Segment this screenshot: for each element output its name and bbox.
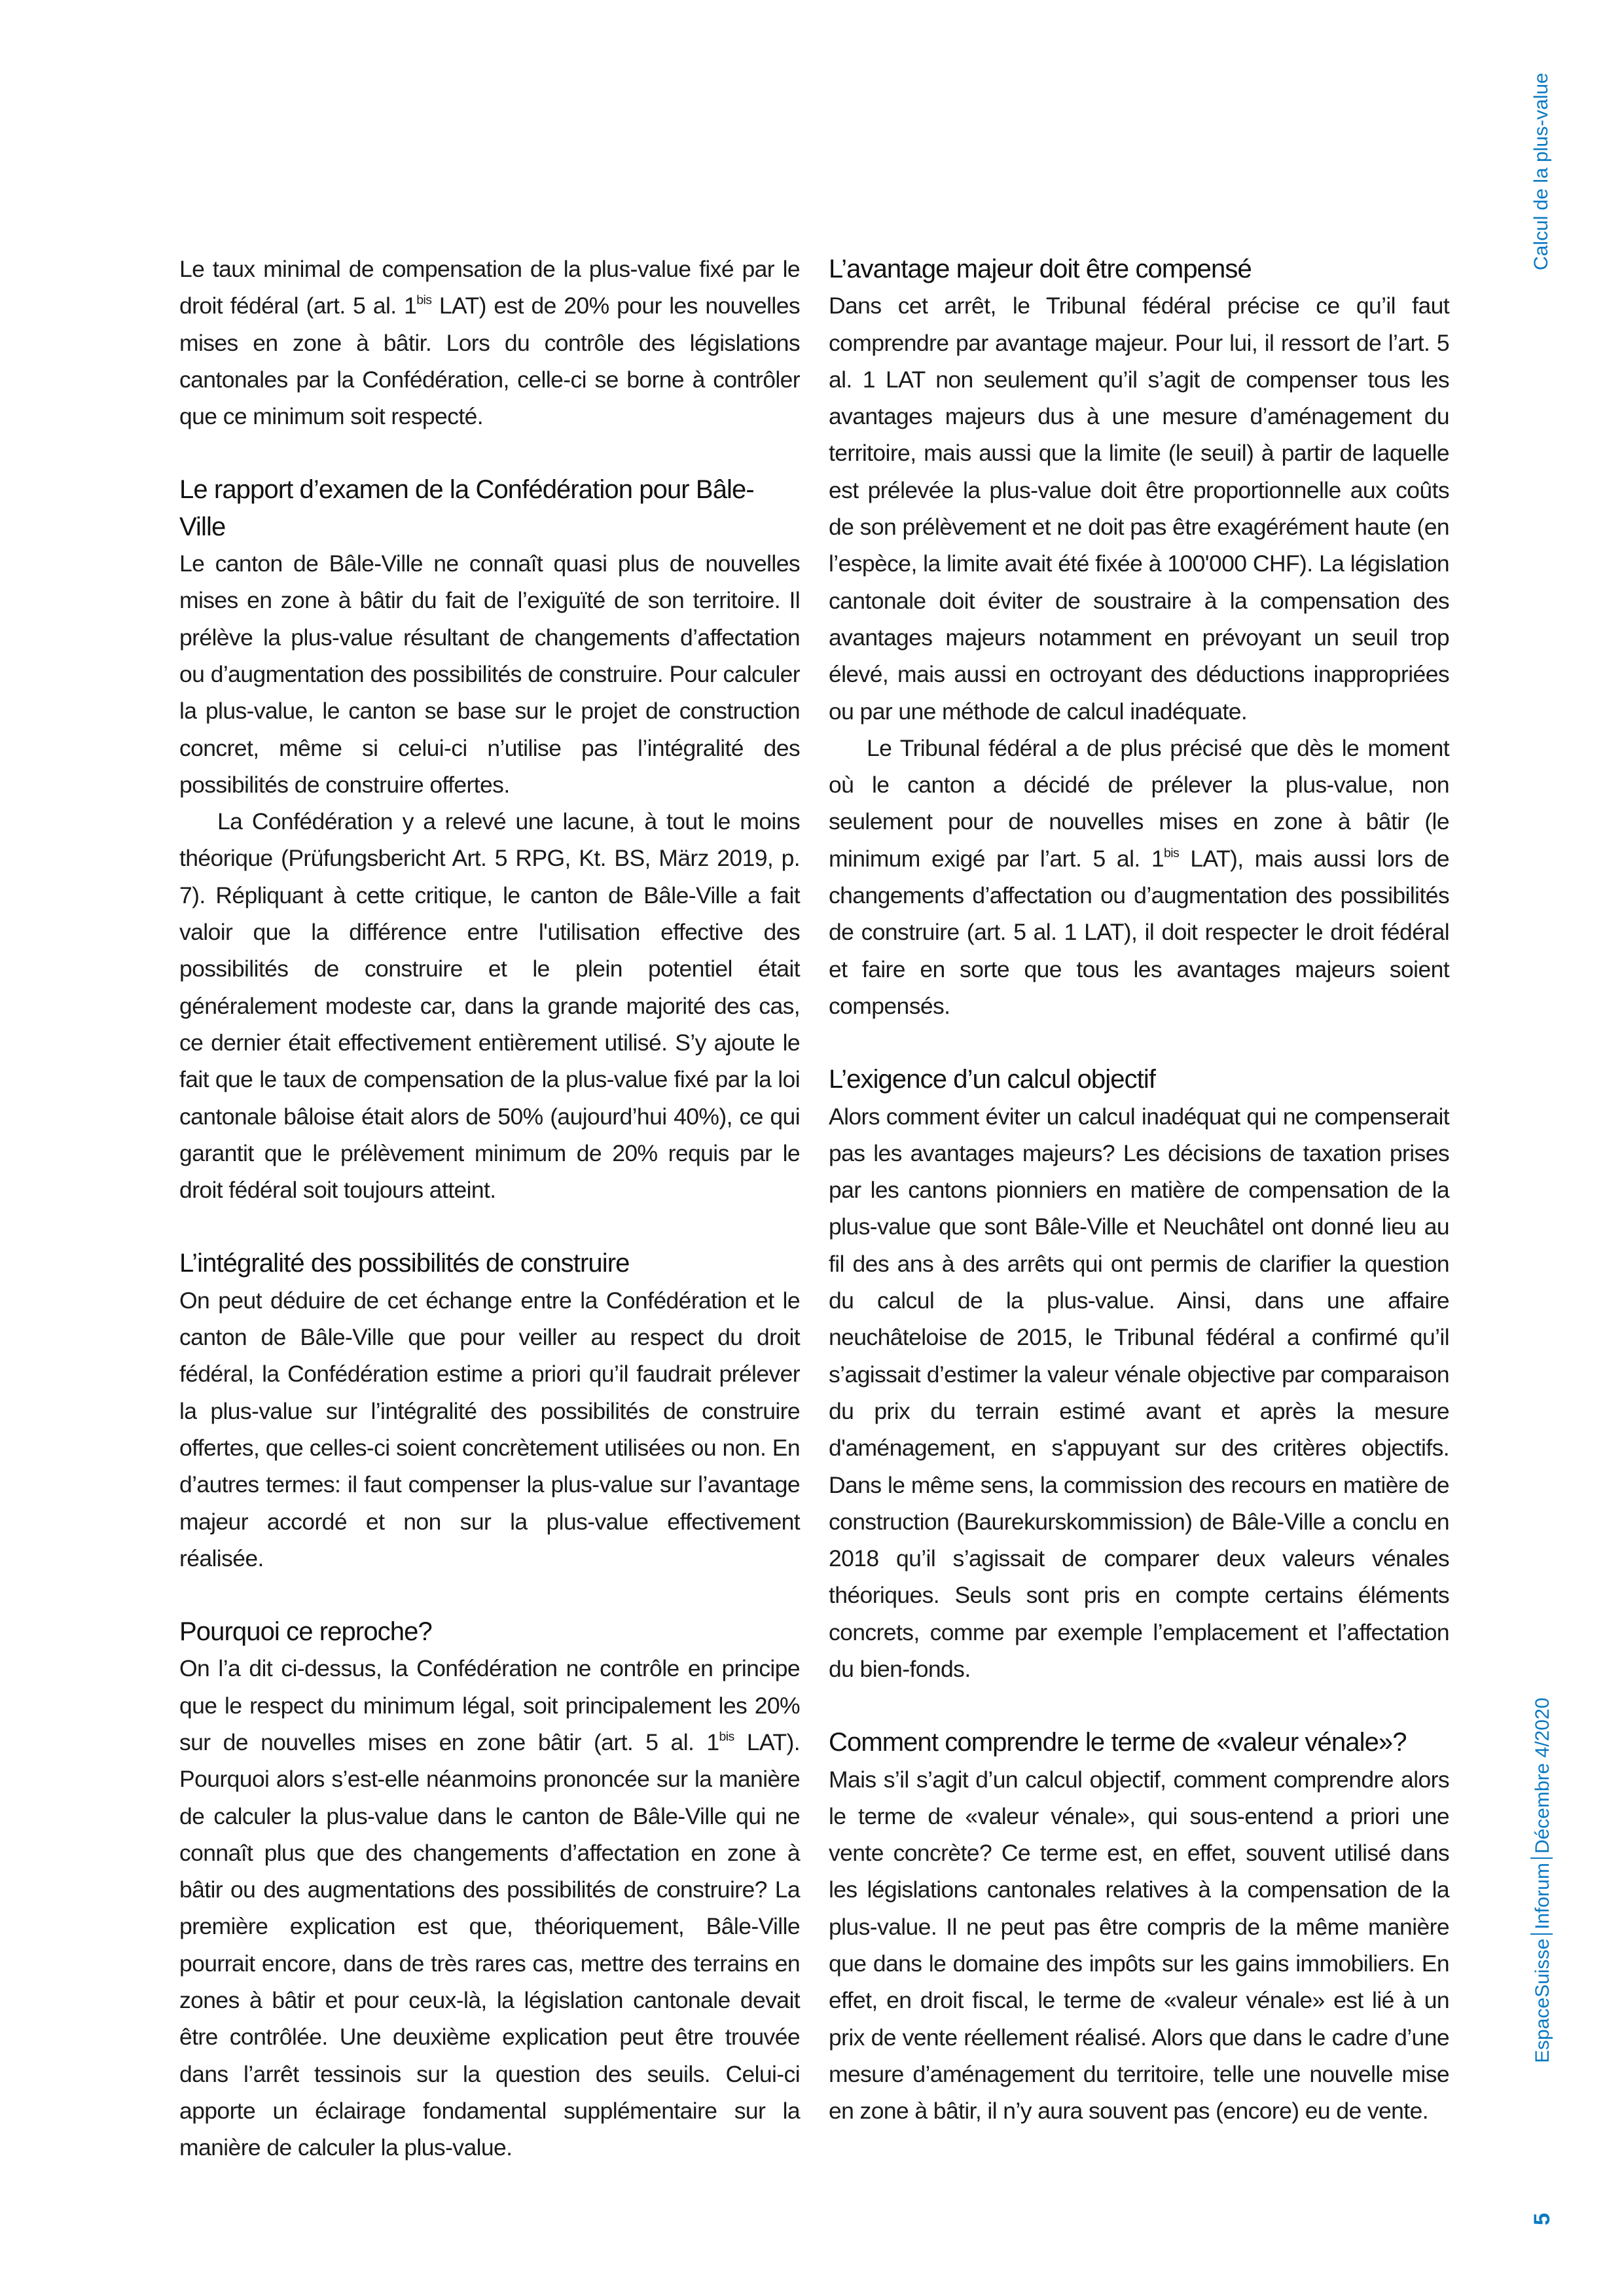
paragraph-text-a: Le Tribunal fédéral a de plus précisé que dès le moment où le canton a décidé de prélever la plus-value, non seulement pour de nouvelles mises en zone à bâtir (le minimum exigé par l’art. 5 al. 1 — [829, 734, 1449, 872]
publisher-name: EspaceSuisse — [1532, 1938, 1553, 2063]
spacer — [179, 1577, 800, 1613]
paragraph — [179, 1650, 800, 2166]
spacer — [179, 1208, 800, 1245]
spacer — [829, 1024, 1449, 1061]
paragraph: La Confédération y a relevé une lacune, à tout le moins théorique (Prüfungsbericht Art. 5 RPG, Kt. BS, März 2019, p. 7). Répliquant à cette critique, le canton de Bâle-Ville a fait valoir que la différence entre l'utilisation effective des possibilités de construire et le plein potentiel était généralement modeste car, dans la grande majorité des cas, ce dernier était effectivement entièrement utilisé. S’y ajoute le fait que le taux de compensation de la plus-value fixé par la loi cantonale bâloise était alors de 50% (aujourd’hui 40%), ce qui garantit que le prélèvement minimum de 20% requis par le droit fédéral soit toujours atteint. — [179, 808, 800, 1204]
paragraph-text-b: LAT). Pourquoi alors s’est-elle néanmoins prononcée sur la manière de calculer la plus-value dans le canton de Bâle-Ville qui ne connaît plus que des changements d’affectation en zone à bâtir ou des augmentations des possibilités de construire? La première explication est que, théoriquement, Bâle-Ville pourrait encore, dans de très rares cas, mettre des terrains en zones à bâtir et pour ceux-là, la législation cantonale devait être contrôlée. Une deuxième explication peut être trouvée dans l’arrêt tessinois sur la question des seuils. Celui-ci apporte un éclairage fondamental supplémentaire sur la manière de calculer la plus-value. — [179, 1729, 801, 2161]
paragraph: Le canton de Bâle-Ville ne connaît quasi plus de nouvelles mises en zone à bâtir du fait de l’exiguïté de son territoire. Il prélève la plus-value résultant de changements d’affectation ou d’augmentation des possibilités de construire. Pour calculer la plus-value, le canton se base sur le projet de construction concret, même si celui-ci n’utilise pas l’intégralité des possibilités de construire offertes. — [179, 550, 800, 798]
superscript-bis: bis — [1164, 846, 1180, 861]
superscript-bis: bis — [416, 293, 432, 308]
issue-label: Décembre 4/2020 — [1532, 1697, 1553, 1854]
superscript-bis: bis — [719, 1729, 734, 1744]
left-column — [179, 251, 800, 2166]
paragraph — [829, 730, 1449, 1024]
intro-text-b: LAT) est de 20% pour les nouvelles mises en zone à bâtir. Lors du contrôle des législations cantonales par la Confédération, celle-ci se borne à contrôler que ce minimum soit respecté. — [179, 293, 800, 430]
paragraph: On peut déduire de cet échange entre la Confédération et le canton de Bâle-Ville que pour veiller au respect du droit fédéral, la Confédération estime a priori qu’il faudrait prélever la plus-value sur l’intégralité des possibilités de construire offertes, que celles-ci soient concrètement utilisées ou non. En d’autres termes: il faut compenser la plus-value sur l’avantage majeur accordé et non sur la plus-value effectivement réalisée. — [179, 1287, 800, 1571]
intro-paragraph — [179, 251, 800, 435]
running-footer — [1530, 1698, 1554, 2063]
heading-avantage-majeur: L’avantage majeur doit être compensé — [829, 255, 1252, 283]
heading-integralite: L’intégralité des possibilités de construire — [179, 1249, 630, 1278]
page-number: 5 — [1530, 2213, 1555, 2225]
heading-rapport-examen: Le rapport d’examen de la Confédération pour Bâle-Ville — [179, 475, 754, 541]
running-section-title: Calcul de la plus-value — [1530, 73, 1552, 270]
paragraph: Dans cet arrêt, le Tribunal fédéral précise ce qu’il faut comprendre par avantage majeur. Pour lui, il ressort de l’art. 5 al. 1 LAT non seulement qu’il s’agit de compenser tous les avantages majeurs dus à une mesure d’aménagement du territoire, mais aussi que la limite (le seuil) à partir de laquelle est prélevée la plus-value doit être proportionnelle aux coûts de son prélèvement et ne doit pas être exagérément haute (en l’espèce, la limite avait été fixée à 100'000 CHF). La législation cantonale doit éviter de soustraire à la compensation des avantages majeurs notamment en prévoyant un seuil trop élevé, mais aussi en octroyant des déductions inappropriées ou par une méthode de calcul inadéquate. — [829, 293, 1449, 725]
paragraph: Alors comment éviter un calcul inadéquat qui ne compenserait pas les avantages majeurs? Les décisions de taxation prises par les cantons pionniers en matière de compensation de la plus-value que sont Bâle-Ville et Neuchâtel ont donné lieu au fil des ans à des arrêts qui ont permis de clarifier la question du calcul de la plus-value. Ainsi, dans une affaire neuchâteloise de 2015, le Tribunal fédéral a confirmé qu’il s’agissait d’estimer la valeur vénale objective par comparaison du prix du terrain estimé avant et après la mesure d'aménagement, en s'appuyant sur des critères objectifs. Dans le même sens, la commission des recours en matière de construction (Baurekurskommission) de Bâle-Ville a conclu en 2018 qu’il s’agissait de comparer deux valeurs vénales théoriques. Seuls sont pris en compte certains éléments concrets, comme par exemple l’emplacement et l’affectation du bien-fonds. — [829, 1103, 1449, 1682]
intro-text-a: Le taux minimal de compensation de la plus-value fixé par le droit fédéral (art. 5 al. 1 — [179, 256, 800, 319]
magazine-name: Inforum — [1532, 1863, 1553, 1929]
separator-bar — [1530, 1857, 1553, 1859]
heading-pourquoi-reproche: Pourquoi ce reproche? — [179, 1617, 432, 1647]
spacer — [179, 435, 800, 471]
paragraph-text-a: On l’a dit ci-dessus, la Confédération ne contrôle en principe que le respect du minimum légal, soit principalement les 20% sur de nouvelles mises en zone bâtir (art. 5 al. 1 — [179, 1655, 800, 1755]
right-column — [829, 251, 1449, 2130]
paragraph-text-b: LAT), mais aussi lors de changements d’affectation ou d’augmentation des possibilités de construire (art. 5 al. 1 LAT), il doit respecter le droit fédéral et faire en sorte que tous les avantages majeurs soient compensés. — [829, 845, 1449, 1019]
paragraph: Mais s’il s’agit d’un calcul objectif, comment comprendre alors le terme de «valeur vénale», qui sous-entend a priori une vente concrète? Ce terme est, en effet, souvent utilisé dans les législations cantonales relatives à la compensation de la plus-value. Il ne peut pas être compris de la même manière que dans le domaine des impôts sur les gains immobiliers. En effet, en droit fiscal, le terme de «valeur vénale» est lié à un prix de vente réellement réalisé. Alors que dans le cadre d’une mesure d’aménagement du territoire, telle une nouvelle mise en zone à bâtir, il n’y aura souvent pas (encore) eu de vente. — [829, 1766, 1449, 2125]
spacer — [829, 1687, 1449, 1724]
heading-valeur-venale: Comment comprendre le terme de «valeur vénale»? — [829, 1728, 1407, 1757]
separator-bar — [1530, 1933, 1553, 1935]
heading-calcul-objectif: L’exigence d’un calcul objectif — [829, 1065, 1156, 1094]
